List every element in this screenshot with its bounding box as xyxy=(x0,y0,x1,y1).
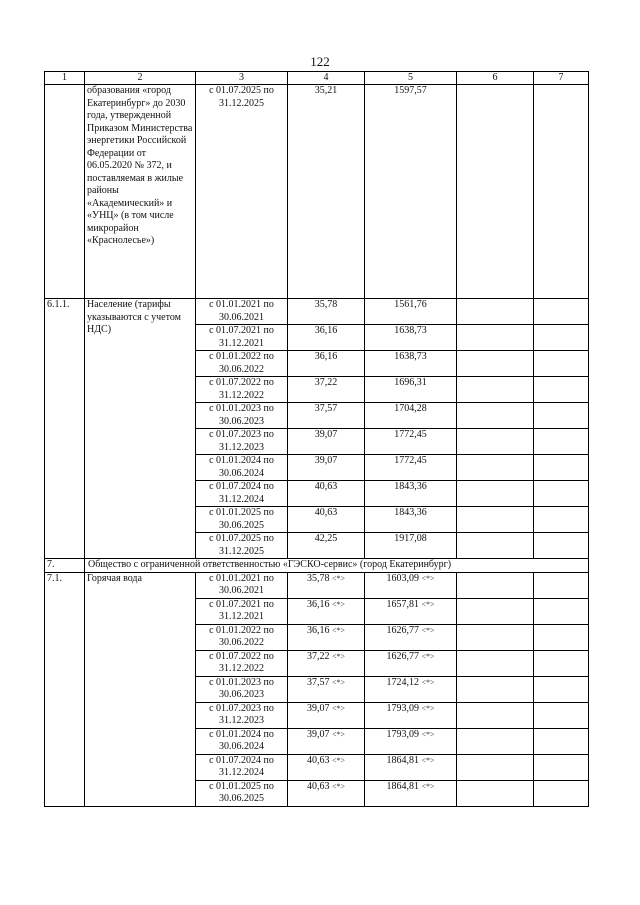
row-number: 7. xyxy=(45,559,85,573)
empty-cell xyxy=(457,299,534,325)
empty-cell xyxy=(534,533,589,559)
empty-cell xyxy=(534,702,589,728)
column-header: 3 xyxy=(196,72,288,85)
empty-cell xyxy=(457,325,534,351)
empty-cell xyxy=(457,351,534,377)
empty-cell xyxy=(534,351,589,377)
value-text: 36,16 xyxy=(306,624,330,636)
footnote-mark: <*> xyxy=(331,703,346,713)
column-header: 4 xyxy=(288,72,365,85)
organization-row xyxy=(45,559,589,573)
value-text: 39,07 xyxy=(306,702,330,714)
footnote-mark: <*> xyxy=(331,781,346,791)
value-text: 36,16 xyxy=(306,598,330,610)
empty-cell xyxy=(457,455,534,481)
column-header: 5 xyxy=(365,72,457,85)
value-text: 1793,09 xyxy=(386,728,419,740)
period-cell: с 01.01.2025 по 30.06.2025 xyxy=(196,507,288,533)
period-cell: с 01.07.2024 по 31.12.2024 xyxy=(196,481,288,507)
footnote-mark: <*> xyxy=(331,729,346,739)
footnote-mark: <*> xyxy=(421,625,435,635)
value-text: 40,63 xyxy=(306,754,330,766)
period-cell: с 01.01.2023 по 30.06.2023 xyxy=(196,403,288,429)
row-name: Горячая вода xyxy=(85,572,196,806)
empty-cell xyxy=(457,429,534,455)
value-col5 xyxy=(365,754,457,780)
value-col4 xyxy=(288,676,365,702)
value-text: 1793,09 xyxy=(386,702,419,714)
empty-cell xyxy=(534,676,589,702)
empty-cell xyxy=(457,650,534,676)
organization-name: Общество с ограниченной ответственностью «ГЭСКО-сервис» (город Екатеринбург) xyxy=(85,559,589,573)
value-col4 xyxy=(288,702,365,728)
value-col5: 1638,73 xyxy=(365,351,457,377)
empty-cell xyxy=(457,728,534,754)
footnote-mark: <*> xyxy=(421,651,435,661)
empty-cell xyxy=(457,702,534,728)
value-text: 1864,81 xyxy=(386,780,419,792)
period-cell: с 01.01.2022 по 30.06.2022 xyxy=(196,351,288,377)
column-header: 1 xyxy=(45,72,85,85)
value-text: 1603,09 xyxy=(386,572,419,584)
empty-cell xyxy=(457,377,534,403)
empty-cell xyxy=(457,403,534,429)
value-col5 xyxy=(365,702,457,728)
value-col5: 1843,36 xyxy=(365,481,457,507)
empty-cell xyxy=(457,85,534,299)
empty-cell xyxy=(534,403,589,429)
period-cell: с 01.07.2024 по 31.12.2024 xyxy=(196,754,288,780)
footnote-mark: <*> xyxy=(331,651,346,661)
empty-cell xyxy=(457,572,534,598)
footnote-mark: <*> xyxy=(421,755,435,765)
value-col4 xyxy=(288,598,365,624)
page-number: 122 xyxy=(310,54,330,69)
empty-cell xyxy=(534,598,589,624)
value-text: 1626,77 xyxy=(386,624,419,636)
period-cell: с 01.07.2025 по 31.12.2025 xyxy=(196,85,288,299)
empty-cell xyxy=(534,377,589,403)
empty-cell xyxy=(457,754,534,780)
footnote-mark: <*> xyxy=(421,703,435,713)
value-text: 1724,12 xyxy=(386,676,419,688)
value-text: 1864,81 xyxy=(386,754,419,766)
value-col4 xyxy=(288,624,365,650)
empty-cell xyxy=(534,728,589,754)
footnote-mark: <*> xyxy=(421,599,435,609)
row-name: образования «город Екатеринбург» до 2030 года, утвержденной Приказом Министерства энергетики Российской Федерации от 06.05.2020 № 372, и поставляемая в жилые районы «Академический» и «УНЦ» (в том числе микрорайон «Краснолесье») xyxy=(85,85,196,299)
empty-cell xyxy=(457,624,534,650)
footnote-mark: <*> xyxy=(331,599,346,609)
value-col5: 1772,45 xyxy=(365,429,457,455)
table-body xyxy=(45,85,589,807)
value-text: 1657,81 xyxy=(386,598,419,610)
row-number xyxy=(45,85,85,299)
value-col4 xyxy=(288,780,365,806)
value-col5 xyxy=(365,780,457,806)
footnote-mark: <*> xyxy=(331,677,346,687)
table-row xyxy=(45,572,589,598)
column-header: 6 xyxy=(457,72,534,85)
period-cell: с 01.07.2023 по 31.12.2023 xyxy=(196,702,288,728)
value-col4: 36,16 xyxy=(288,351,365,377)
row-number: 7.1. xyxy=(45,572,85,806)
value-col4: 35,78 xyxy=(288,299,365,325)
empty-cell xyxy=(534,572,589,598)
value-col5: 1917,08 xyxy=(365,533,457,559)
value-col4 xyxy=(288,728,365,754)
footnote-mark: <*> xyxy=(331,625,346,635)
empty-cell xyxy=(534,624,589,650)
value-col5 xyxy=(365,598,457,624)
empty-cell xyxy=(534,429,589,455)
period-cell: с 01.01.2024 по 30.06.2024 xyxy=(196,728,288,754)
empty-cell xyxy=(457,780,534,806)
value-col5: 1696,31 xyxy=(365,377,457,403)
value-col5 xyxy=(365,650,457,676)
empty-cell xyxy=(457,481,534,507)
period-cell: с 01.01.2022 по 30.06.2022 xyxy=(196,624,288,650)
footnote-mark: <*> xyxy=(421,729,435,739)
empty-cell xyxy=(457,507,534,533)
tariff-table xyxy=(44,71,589,807)
value-col4: 35,21 xyxy=(288,85,365,299)
footnote-mark: <*> xyxy=(421,677,435,687)
table-row xyxy=(45,299,589,325)
value-col5: 1597,57 xyxy=(365,85,457,299)
value-col5: 1561,76 xyxy=(365,299,457,325)
column-header: 7 xyxy=(534,72,589,85)
period-cell: с 01.01.2024 по 30.06.2024 xyxy=(196,455,288,481)
value-col5 xyxy=(365,676,457,702)
value-col4 xyxy=(288,754,365,780)
table-row xyxy=(45,85,589,299)
period-cell: с 01.01.2021 по 30.06.2021 xyxy=(196,299,288,325)
value-col5 xyxy=(365,572,457,598)
empty-cell xyxy=(457,676,534,702)
value-col5: 1772,45 xyxy=(365,455,457,481)
empty-cell xyxy=(457,598,534,624)
value-text: 39,07 xyxy=(306,728,330,740)
empty-cell xyxy=(534,780,589,806)
value-col4: 37,22 xyxy=(288,377,365,403)
value-col5: 1843,36 xyxy=(365,507,457,533)
empty-cell xyxy=(457,533,534,559)
footnote-mark: <*> xyxy=(331,755,346,765)
value-text: 37,57 xyxy=(306,676,330,688)
value-col4: 36,16 xyxy=(288,325,365,351)
header-row xyxy=(45,72,589,85)
empty-cell xyxy=(534,507,589,533)
period-cell: с 01.07.2021 по 31.12.2021 xyxy=(196,598,288,624)
period-cell: с 01.07.2021 по 31.12.2021 xyxy=(196,325,288,351)
value-col4: 40,63 xyxy=(288,481,365,507)
empty-cell xyxy=(534,455,589,481)
value-text: 1626,77 xyxy=(386,650,419,662)
value-text: 35,78 xyxy=(306,572,330,584)
footnote-mark: <*> xyxy=(421,781,435,791)
empty-cell xyxy=(534,299,589,325)
footnote-mark: <*> xyxy=(421,573,435,583)
empty-cell xyxy=(534,325,589,351)
value-col4 xyxy=(288,650,365,676)
value-col4 xyxy=(288,572,365,598)
empty-cell xyxy=(534,650,589,676)
value-col5: 1638,73 xyxy=(365,325,457,351)
empty-cell xyxy=(534,481,589,507)
period-cell: с 01.07.2022 по 31.12.2022 xyxy=(196,650,288,676)
period-cell: с 01.07.2022 по 31.12.2022 xyxy=(196,377,288,403)
row-name: Население (тарифы указываются с учетом НДС) xyxy=(85,299,196,559)
period-cell: с 01.01.2025 по 30.06.2025 xyxy=(196,780,288,806)
column-header: 2 xyxy=(85,72,196,85)
value-col4: 37,57 xyxy=(288,403,365,429)
period-cell: с 01.07.2023 по 31.12.2023 xyxy=(196,429,288,455)
value-col4: 42,25 xyxy=(288,533,365,559)
empty-cell xyxy=(534,85,589,299)
period-cell: с 01.07.2025 по 31.12.2025 xyxy=(196,533,288,559)
empty-cell xyxy=(534,754,589,780)
value-col5 xyxy=(365,728,457,754)
value-col5: 1704,28 xyxy=(365,403,457,429)
value-text: 37,22 xyxy=(306,650,330,662)
period-cell: с 01.01.2021 по 30.06.2021 xyxy=(196,572,288,598)
value-col5 xyxy=(365,624,457,650)
value-col4: 39,07 xyxy=(288,429,365,455)
value-col4: 40,63 xyxy=(288,507,365,533)
value-col4: 39,07 xyxy=(288,455,365,481)
footnote-mark: <*> xyxy=(331,573,346,583)
period-cell: с 01.01.2023 по 30.06.2023 xyxy=(196,676,288,702)
value-text: 40,63 xyxy=(306,780,330,792)
row-number: 6.1.1. xyxy=(45,299,85,559)
